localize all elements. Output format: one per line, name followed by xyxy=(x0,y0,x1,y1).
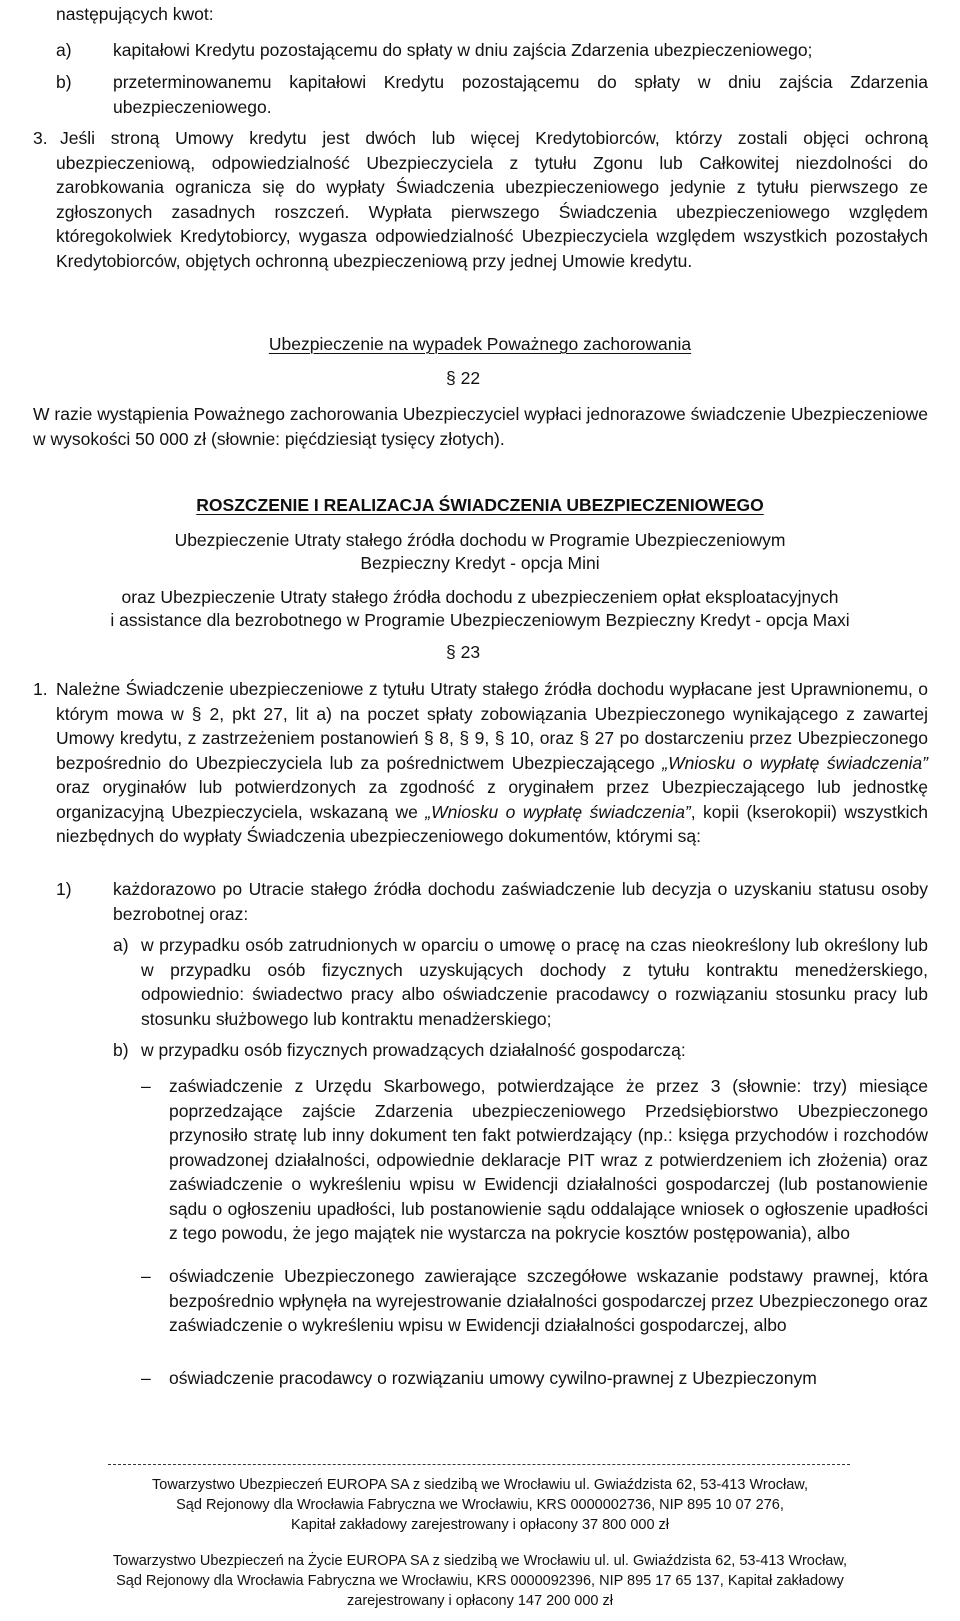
item-1-part-1: Należne Świadczenie ubezpieczeniowe z tytułu Utraty stałego źródła dochodu wypłacane jest Uprawnionemu, o którym mowa w § 2, pkt 27, lit a) na poczet spłaty zobowiązania Ubezpieczonego wynikającego z zawartej Umowy kredytu, z zastrzeżeniem postanowień § 8, § 9, § 10, oraz § 27 po dostarczeniu przez Ubezpieczonego bezpośrednio do Ubezpieczyciela lub za pośrednictwem Ubezpieczającego xyxy=(56,679,928,773)
paragraph-22: W razie wystąpienia Poważnego zachorowania Ubezpieczyciel wypłaci jednorazowe świadczenie Ubezpieczeniowe w wysokości 50 000 zł (słownie: pięćdziesiąt tysięcy złotych). xyxy=(33,404,928,449)
footer-divider xyxy=(108,1464,850,1465)
intro-text: następujących kwot: xyxy=(56,4,214,24)
item-1-part-3: , kopii (kserokopii) wszystkich niezbędnych do wypłaty Świadczenia ubezpieczeniowego dokumentów, którymi są: xyxy=(56,801,928,846)
dash-2-text: oświadczenie Ubezpieczonego zawierające szczegółowe wskazanie podstawy prawnej, która bezpośrednio wpłynęła na wyrejestrowanie działalności gospodarczej przez Ubezpieczonego oraz zaświadczenie o wykreśleniu wpisu w Ewidencji działalności gospodarczej, albo xyxy=(169,1266,928,1335)
sub-1a-text: w przypadku osób zatrudnionych w oparciu o umowę o pracę na czas nieokreślony lub określony lub w przypadku osób fizycznych uzyskujących dochody z tytułu kontraktu menedżerskiego, odpowiednio: świadectwo pracy albo oświadczenie pracodawcy o rozwiązaniu stosunku pracy lub stosunku służbowego lub kontraktu menadżerskiego; xyxy=(141,935,928,1029)
sub-heading-1: Ubezpieczenie Utraty stałego źródła dochodu w Programie Ubezpieczeniowym xyxy=(174,530,786,550)
sub-1b-label: b) xyxy=(113,1040,129,1060)
footer-line-1: Towarzystwo Ubezpieczeń EUROPA SA z siedzibą we Wrocławiu ul. Gwiaździsta 62, 53-413 Wrocław, xyxy=(152,1477,808,1493)
sub-heading-4: i assistance dla bezrobotnego w Programie Ubezpieczeniowym Bezpieczny Kredyt - opcja Maxi xyxy=(110,610,850,630)
item-1-part-2: oraz oryginałów lub potwierdzonych za zgodność z oryginałem przez Ubezpieczającego lub jednostkę organizacyjną Ubezpieczyciela, wskazaną we xyxy=(56,777,928,822)
footer-line-5: Sąd Rejonowy dla Wrocławia Fabryczna we Wrocławiu, KRS 0000092396, NIP 895 17 65 137, Kapitał zakładowy xyxy=(116,1573,844,1589)
item-1-italic-1: „Wniosku o wypłatę świadczenia” xyxy=(662,752,928,773)
serious-illness-heading xyxy=(0,332,960,357)
item-1-label: 1. xyxy=(33,679,48,699)
sub-1a-label: a) xyxy=(113,935,129,955)
dash-3-text: oświadczenie pracodawcy o rozwiązaniu umowy cywilno-prawnej z Ubezpieczonym xyxy=(169,1368,817,1388)
sub-1-label: 1) xyxy=(56,879,72,899)
main-heading-text: ROSZCZENIE I REALIZACJA ŚWIADCZENIA UBEZPIECZENIOWEGO xyxy=(196,495,764,515)
list-a-text: kapitałowi Kredytu pozostającemu do spłaty w dniu zajścia Zdarzenia ubezpieczeniowego; xyxy=(113,40,813,60)
section-22-number: 22 xyxy=(460,368,481,388)
footer-line-4: Towarzystwo Ubezpieczeń na Życie EUROPA SA z siedzibą we Wrocławiu ul. ul. Gwiaździsta 62, 53-413 Wrocław, xyxy=(112,1553,848,1569)
list-b-label: b) xyxy=(56,72,72,92)
main-heading xyxy=(0,493,960,518)
serious-illness-heading-text: Ubezpieczenie na wypadek Poważnego zachorowania xyxy=(268,334,692,354)
dash-1-bullet: – xyxy=(141,1076,151,1096)
footer-line-2: Sąd Rejonowy dla Wrocławia Fabryczna we Wrocławiu, KRS 0000002736, NIP 895 10 07 276, xyxy=(176,1497,784,1513)
dash-2-bullet: – xyxy=(141,1266,151,1286)
item-3-text: Jeśli stroną Umowy kredytu jest dwóch lub więcej Kredytobiorców, którzy zostali objęci ochroną ubezpieczeniową, odpowiedzialność Ubezpieczyciela z tytułu Zgonu lub Całkowitej niezdolności do zarobkowania ogranicza się do wypłaty Świadczenia ubezpieczeniowego jedynie z tytułu pierwszego ze zgłoszonych zasadnych roszczeń. Wypłata pierwszego Świadczenia ubezpieczeniowego względem któregokolwiek Kredytobiorcy, wygasza odpowiedzialność Ubezpieczyciela względem wszystkich pozostałych Kredytobiorców, objętych ochronną ubezpieczeniową przy jednej Umowie kredytu. xyxy=(56,128,928,271)
item-1-italic-2: „Wniosku o wypłatę świadczenia” xyxy=(425,801,691,822)
list-b-text: przeterminowanemu kapitałowi Kredytu pozostającemu do spłaty w dniu zajścia Zdarzenia ubezpieczeniowego. xyxy=(113,72,928,117)
sub-1b-text: w przypadku osób fizycznych prowadzących działalność gospodarczą: xyxy=(141,1040,686,1060)
section-23-number: 23 xyxy=(460,642,481,662)
dash-3-bullet: – xyxy=(141,1368,151,1388)
section-23: § 23 xyxy=(446,642,481,662)
item-3-label: 3. xyxy=(33,128,48,148)
footer-line-3: Kapitał zakładowy zarejestrowany i opłacony 37 800 000 zł xyxy=(290,1517,670,1533)
sub-heading-3: oraz Ubezpieczenie Utraty stałego źródła dochodu z ubezpieczeniem opłat eksploatacyjnych xyxy=(121,587,839,607)
item-1-text xyxy=(56,677,928,849)
footer-line-6: zarejestrowany i opłacony 147 200 000 zł xyxy=(347,1593,613,1609)
list-a-label: a) xyxy=(56,40,72,60)
sub-heading-2: Bezpieczny Kredyt - opcja Mini xyxy=(360,553,600,573)
section-22: § 22 xyxy=(446,368,481,388)
sub-1-text: każdorazowo po Utracie stałego źródła dochodu zaświadczenie lub decyzja o uzyskaniu statusu osoby bezrobotnej oraz: xyxy=(113,879,928,924)
dash-1-text: zaświadczenie z Urzędu Skarbowego, potwierdzające że przez 3 (słownie: trzy) miesiące poprzedzające zajście Zdarzenia ubezpieczeniowego Przedsiębiorstwo Ubezpieczonego przynosiło stratę lub inny dokument ten fakt potwierdzający (np.: księga przychodów i rozchodów prowadzonej działalności, odpowiednie deklaracje PIT wraz z potwierdzeniem ich złożenia) oraz zaświadczenie o wykreśleniu wpisu w Ewidencji działalności gospodarczej (lub postanowienie sądu o ogłoszeniu upadłości, lub postanowienie sądu oddalające wniosek o ogłoszenie upadłości z tego powodu, że jego majątek nie wystarcza na pokrycie kosztów postępowania), albo xyxy=(169,1076,928,1243)
